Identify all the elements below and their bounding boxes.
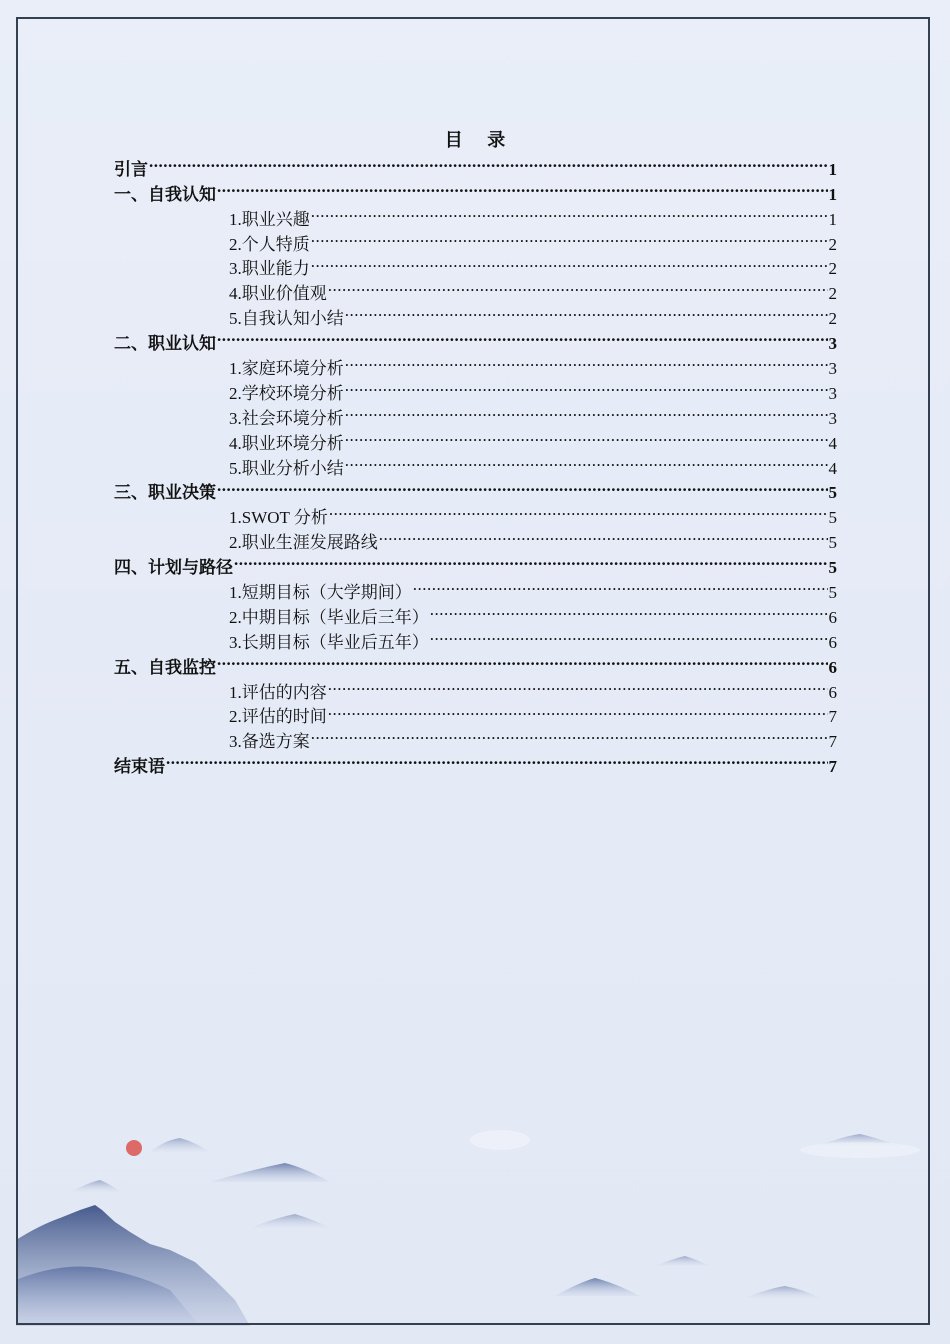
toc-subsection-entry[interactable] [114,698,837,727]
toc-entry-title: 1.职业兴趣 [229,209,310,229]
toc-entry-title: 1.家庭环境分析 [229,359,344,379]
toc-page-number: 6 [828,657,837,677]
toc-subsection-entry[interactable] [114,523,837,553]
toc-page-number: 6 [828,607,837,627]
toc-subsection-entry[interactable] [114,598,837,627]
toc-entry-title: 2.个人特质 [229,234,310,254]
toc-entry-title: 1.评估的内容 [229,682,327,702]
toc-page-number: 5 [828,583,837,603]
toc-entry-title: 4.职业环境分析 [229,433,344,453]
toc-subsection-entry[interactable] [114,399,837,428]
toc-page-number: 7 [828,707,837,727]
toc-entry-title: 5.自我认知小结 [229,309,344,329]
toc-page-number: 2 [828,284,837,304]
toc-subsection-entry[interactable] [114,349,837,379]
toc-page-number: 1 [828,159,837,179]
toc-subsection-entry[interactable] [114,623,837,652]
toc-dot-leader [329,498,828,523]
toc-entry-title: 2.评估的时间 [229,707,327,727]
toc-entry-title: 5.职业分析小结 [229,458,344,478]
toc-section-entry[interactable] [114,474,837,503]
toc-entry-title: 2.职业生涯发展路线 [229,533,378,553]
toc-subsection-entry[interactable] [114,374,837,403]
toc-dot-leader [345,424,828,449]
toc-dot-leader [430,598,828,623]
toc-title: 目 录 [444,130,516,150]
toc-page-number: 7 [828,757,837,777]
toc-section-entry[interactable] [114,324,837,354]
toc-dot-leader [328,673,828,698]
toc-dot-leader [311,225,828,250]
toc-section-entry[interactable] [114,150,837,179]
toc-dot-leader [345,399,828,424]
toc-entry-title: 1.短期目标（大学期间） [229,583,412,603]
toc-dot-leader [311,722,828,747]
toc-dot-leader [217,175,828,200]
toc-section-entry[interactable] [114,747,837,777]
toc-dot-leader [430,623,828,648]
toc-page-number: 3 [828,334,837,354]
toc-entry-title: 二、职业认知 [114,334,216,354]
toc-page-number: 2 [828,259,837,279]
toc-page-number: 4 [828,458,837,478]
toc-entry-title: 五、自我监控 [114,657,216,677]
toc-page-number: 3 [828,408,837,428]
toc-subsection-entry[interactable] [114,498,837,528]
toc-page-number: 3 [828,383,837,403]
toc-page-number: 5 [828,558,837,578]
toc-entry-title: 3.备选方案 [229,732,310,752]
toc-entry-title: 一、自我认知 [114,184,216,204]
toc-dot-leader [345,449,828,474]
toc-entry-title: 3.社会环境分析 [229,408,344,428]
toc-page-number: 3 [828,359,837,379]
toc-dot-leader [149,150,828,175]
toc-page-number: 2 [828,234,837,254]
toc-dot-leader [413,573,828,598]
toc-page-number: 1 [828,184,837,204]
toc-page-number: 6 [828,632,837,652]
toc-subsection-entry[interactable] [114,250,837,279]
toc-dot-leader [217,474,828,499]
toc-page-number: 4 [828,433,837,453]
toc-entry-title: 四、计划与路径 [114,558,233,578]
toc-dot-leader [217,648,828,673]
toc-subsection-entry[interactable] [114,274,837,304]
toc-subsection-entry[interactable] [114,673,837,702]
toc-page-number: 7 [828,732,837,752]
toc-page-number: 5 [828,533,837,553]
toc-entry-title: 结束语 [114,757,165,777]
toc-entry-title: 2.学校环境分析 [229,383,344,403]
toc-entry-title: 4.职业价值观 [229,284,327,304]
toc-entry-title: 1.SWOT 分析 [229,508,328,528]
toc-section-entry[interactable] [114,175,837,204]
toc-entry-title: 引言 [114,159,148,179]
toc-entry-title: 3.长期目标（毕业后五年） [229,632,429,652]
toc-dot-leader [379,523,828,548]
toc-page-number: 5 [828,483,837,503]
toc-dot-leader [311,250,828,275]
toc-subsection-entry[interactable] [114,722,837,752]
toc-page-number: 5 [828,508,837,528]
toc-dot-leader [311,200,828,225]
toc-subsection-entry[interactable] [114,225,837,254]
toc-subsection-entry[interactable] [114,449,837,478]
toc-dot-leader [328,698,828,723]
toc-dot-leader [328,274,828,299]
toc-dot-leader [345,299,828,324]
toc-section-entry[interactable] [114,548,837,578]
toc-page-number: 6 [828,682,837,702]
toc-dot-leader [166,747,828,772]
toc-dot-leader [234,548,828,573]
toc-dot-leader [345,374,828,399]
toc-subsection-entry[interactable] [114,424,837,453]
toc-subsection-entry[interactable] [114,200,837,229]
toc-section-entry[interactable] [114,648,837,677]
toc-dot-leader [217,324,828,349]
toc-entry-title: 3.职业能力 [229,259,310,279]
toc-dot-leader [345,349,828,374]
table-of-contents [114,150,837,777]
toc-entry-title: 三、职业决策 [114,483,216,503]
toc-page-number: 1 [828,209,837,229]
toc-page-number: 2 [828,309,837,329]
toc-entry-title: 2.中期目标（毕业后三年） [229,607,429,627]
toc-subsection-entry[interactable] [114,299,837,329]
